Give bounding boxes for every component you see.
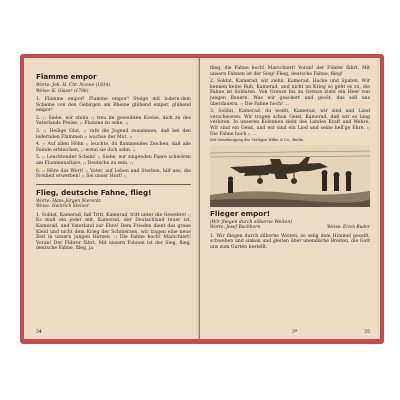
- divider: [36, 184, 191, 185]
- verse: 4. ;: Auf allen Höhn :; leuchte, du flammendes Zeichen, daß alle Feinde erbleichen, ;: wenn sie dich sehn. :;: [36, 142, 191, 153]
- verse: 5. ;: Leuchtender Schein! :; Siehe, wir singenden Paare schwören am Flammenaltare, ;: Deutsche zu sein. :;: [36, 155, 191, 166]
- song-credits: [210, 225, 370, 231]
- tune-credit: Weise: Erich Buder: [327, 225, 370, 231]
- page-number: 35: [364, 330, 370, 335]
- words-credit: Worte: Josef Buchhorn: [210, 225, 261, 231]
- signature-mark: 3*: [292, 330, 298, 335]
- illustration-caption: Mit Genehmigung des Verlages Wilke & Co., Berlin.: [210, 138, 305, 143]
- airplane-illustration: [210, 145, 370, 207]
- verse: 2. Soldat, Kamerad, wir ziehn, Kamerad, Hacke und Spaten. Wir kennen keine Ruh, Kamerad, und nicht im Krieg so geht es zu, die Fahne ist Soldaten. Von Grenze bis zu Grenze zieht ein Heer von jungen Bauern. Was wir geackert und gesät, das soll uns überdauern. :; Die Fahne hoch! ...: [210, 79, 370, 107]
- verse: 3. ;: Heilige Glut, :; rufe die Jugend zusammen, daß bei den lodernden Flammen ;: wachse der Mut. :;: [36, 128, 191, 140]
- song-title-flieger-empor: Flieger empor!: [210, 208, 271, 218]
- song-credits: [36, 83, 191, 94]
- left-page: [24, 58, 200, 339]
- verse: 1. Flamme empor! Flamme empor! Steige mit lodern-dem Scheine von den Gebirgen am Rheine glühend empor, glühend empor!: [36, 97, 191, 114]
- verse: 3. Soldat, Kamerad, du weißt, Kamerad, wir sind und Land verschworen. Wir tragen schon Geist, Kamerad, daß wir so lang verloren. In unseren Kolonnen zieht des Landes Kraft und Wehre. Wir sind ein Geist, und wir sind ein Lied und seine hell'ge Ehre. :; Die Fahne hoch :; ...: [210, 109, 370, 137]
- tune-credit: Weise: K. Glaser (1788): [36, 88, 89, 94]
- verse: 2. ;: Siehe, wir stehn :; treu im geweihten Kreise, dich zu des Vaterlands Preise, ;: Flamme zu sehn. :;: [36, 115, 191, 127]
- verse-continuation: flieg, die Fahne hoch! Marschiert! Voran! der Führer fährt. Mit unsern Fahnen ist der Sieg! Flieg, deutsche Fahne, flieg!: [210, 66, 370, 77]
- song-title-flieg-deutsche-fahne: Flieg, deutsche Fahne, flieg!: [36, 187, 152, 197]
- words-credit: Worte: Hans-Jürgen Nierentz: [36, 198, 101, 204]
- song-credits: [36, 199, 191, 210]
- verse: 1. Soldat, Kamerad, faß Tritt, Kamerad, tritt unter die Gewehre! :; Es muß ein jeder mit, Kamerad, der Deutschland teuer ist, Kamerad, und Vaterland zur Ehre! Dem Frieden dient das graue Kleid und nicht dem Krieg der Schmerzen, wir tragen eine neue Zeit in unsern jungen Herzen. :; Die Fahne hoch! Marschiert! Voran! Der Führer fährt. Mit unsern Fahnen ist der Sieg, flieg, deutsche Fahne, flieg, ja: [36, 212, 191, 252]
- tune-credit: Weise: Heinrich Steiner: [36, 204, 90, 210]
- verse: 1. Wir fliegen durch silberne Weiten, so selig dem Himmel gesellt, schweben und sinken und gleiten über unendliche Breiten, die Gott uns zum Garten bestellt.: [210, 233, 370, 250]
- page-number: 34: [36, 330, 42, 335]
- song-subtitle: (Wir fliegen durch silberne Weiten): [210, 219, 293, 225]
- right-page: [200, 58, 380, 339]
- verse: 6. ;: Höre das Wort! :; Vater, auf Leben und Sterben, hilf uns, die Freiheit erwerben! :; Sei unser Hort! :;: [36, 168, 191, 180]
- song-title-flamme-empor: Flamme empor: [36, 72, 97, 81]
- words-credit: Worte: Joh. H. Chr. Nonne (1814): [36, 83, 111, 88]
